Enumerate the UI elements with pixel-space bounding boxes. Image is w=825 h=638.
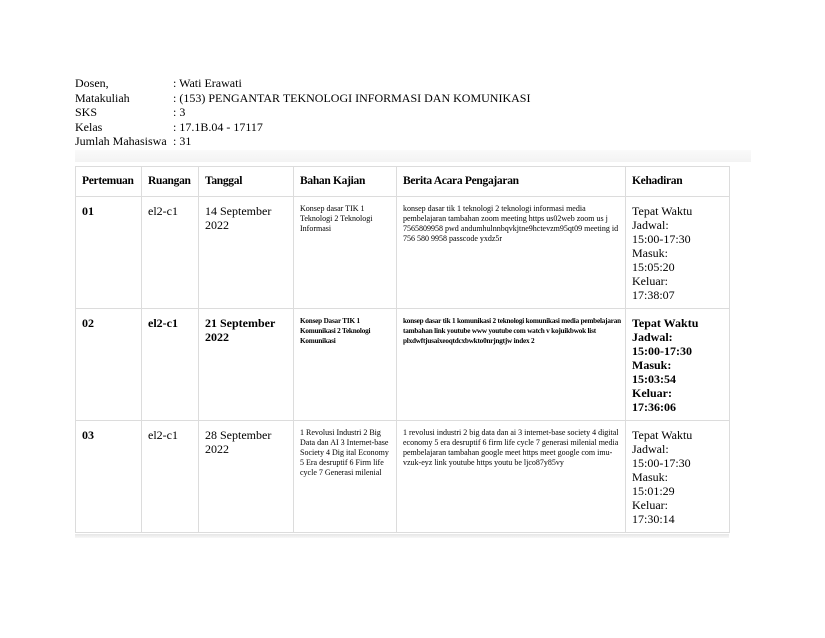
ruangan-cell: el2-c1 [142,309,199,421]
kehadiran-line: 17:36:06 [632,400,676,414]
header-value: : 31 [173,134,192,149]
attendance-table [75,166,730,533]
pertemuan-cell: 03 [76,421,142,533]
kehadiran-line: Masuk: [632,470,668,484]
tanggal-cell: 21 September 2022 [199,309,294,421]
berita-acara-cell: konsep dasar tik 1 komunikasi 2 teknologi komunikasi media pembelajaran tambahan link youtube www youtube com watch v kojuikbwok list plxdwftjusaixeoqtdcxbwkto0nrjngtjw index 2 [397,309,626,421]
kehadiran-line: 15:00-17:30 [632,344,692,358]
kehadiran-line: Keluar: [632,498,668,512]
kehadiran-line: Masuk: [632,246,668,260]
table-row [76,197,730,309]
table-row [76,309,730,421]
kehadiran-line: 17:30:14 [632,512,675,526]
header-row-kelas [75,120,530,135]
kehadiran-line: 15:00-17:30 [632,456,691,470]
column-header: Berita Acara Pengajaran [397,167,626,197]
kehadiran-line: Masuk: [632,358,672,372]
column-header: Pertemuan [76,167,142,197]
kehadiran-line: 15:00-17:30 [632,232,691,246]
kehadiran-line: 15:03:54 [632,372,676,386]
table-bottom-shadow [75,534,729,538]
tanggal-cell: 28 September 2022 [199,421,294,533]
header-value: : 3 [173,105,186,120]
kehadiran-cell [626,197,730,309]
column-header: Kehadiran [626,167,730,197]
header-row-dosen [75,76,530,91]
column-header: Bahan Kajian [294,167,397,197]
berita-acara-cell: konsep dasar tik 1 teknologi 2 teknologi informasi media pembelajaran tambahan zoom meeting https us02web zoom us j 7565809958 pwd andumhulnnbqvkjtne9hctevzm95qt09 meeting id 756 580 9958 passcode yxdz5r [397,197,626,309]
divider-band [75,150,751,162]
bahan-kajian-cell: Konsep Dasar TIK 1 Komunikasi 2 Teknologi Komunikasi [294,309,397,421]
kehadiran-line: Jadwal: [632,218,669,232]
kehadiran-line: Keluar: [632,386,672,400]
kehadiran-line: Keluar: [632,274,668,288]
kehadiran-status: Tepat Waktu [632,316,699,330]
header-label: SKS [75,105,98,120]
column-header: Tanggal [199,167,294,197]
bahan-kajian-cell: Konsep dasar TIK 1 Teknologi 2 Teknologi Informasi [294,197,397,309]
header-label: Kelas [75,119,103,134]
header-label: Dosen, [75,76,109,90]
kehadiran-cell [626,309,730,421]
pertemuan-cell: 02 [76,309,142,421]
tanggal-cell: 14 September 2022 [199,197,294,309]
header-row-sks [75,105,530,120]
course-header [75,76,530,149]
table-header-row [76,167,730,197]
ruangan-cell: el2-c1 [142,197,199,309]
bahan-kajian-cell: 1 Revolusi Industri 2 Big Data dan AI 3 Internet-base Society 4 Dig ital Economy 5 Era desruptif 6 Firm life cycle 7 Generasi milenial [294,421,397,533]
kehadiran-status: Tepat Waktu [632,204,693,218]
header-row-matakuliah [75,91,530,106]
berita-acara-cell: 1 revolusi industri 2 big data dan ai 3 internet-base society 4 digital economy 5 era desruptif 6 firm life cycle 7 generasi milenial media pembelajaran tambahan google meet https meet google com imu-vzuk-eyz link youtube https youtu be ljco87y85vy [397,421,626,533]
kehadiran-line: Jadwal: [632,442,669,456]
kehadiran-cell [626,421,730,533]
kehadiran-line: Jadwal: [632,330,673,344]
header-value: : (153) PENGANTAR TEKNOLOGI INFORMASI DAN KOMUNIKASI [173,90,531,105]
pertemuan-cell: 01 [76,197,142,309]
header-label: Jumlah Mahasiswa [75,134,167,149]
header-value: : 17.1B.04 - 17117 [173,119,263,134]
table-row [76,421,730,533]
header-value: : Wati Erawati [173,76,242,90]
ruangan-cell: el2-c1 [142,421,199,533]
kehadiran-line: 17:38:07 [632,288,675,302]
kehadiran-line: 15:01:29 [632,484,675,498]
column-header: Ruangan [142,167,199,197]
header-row-jumlah-mahasiswa [75,134,530,149]
kehadiran-line: 15:05:20 [632,260,675,274]
kehadiran-status: Tepat Waktu [632,428,693,442]
header-label: Matakuliah [75,90,130,105]
